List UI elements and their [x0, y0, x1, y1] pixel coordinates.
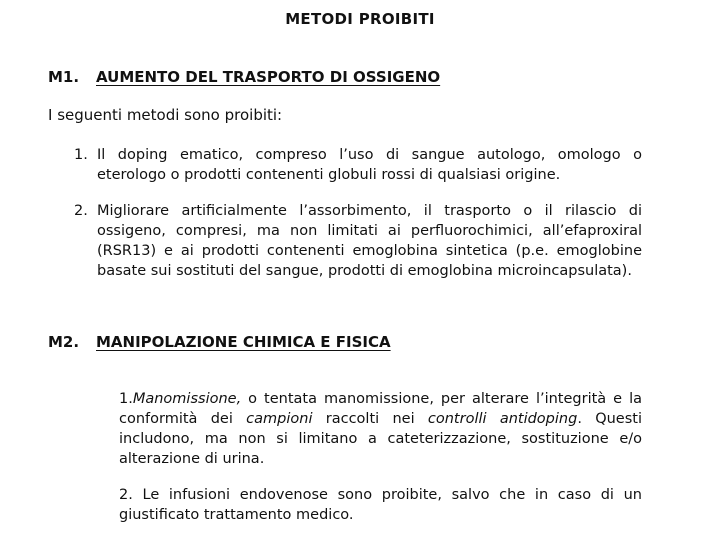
m2-item-1-campioni: campioni [246, 411, 313, 427]
list-item [74, 145, 642, 185]
m2-item-1 [119, 389, 642, 469]
section-m1-heading: AUMENTO DEL TRASPORTO DI OSSIGENO [96, 68, 441, 86]
page-title: METODI PROIBITI [285, 10, 435, 28]
m2-item-2: 2. Le infusioni endovenose sono proibite, salvo che in caso di un giustificato trattamento medico. [119, 487, 642, 523]
m2-item-1-term: Manomissione, [132, 391, 242, 407]
m2-item-1-number: 1. [119, 391, 133, 407]
m2-item-1-text-c: . Questi includono, ma non si limitano a cateterizzazione, sostituzione e/o alterazione di urina. [119, 411, 642, 467]
section-m2-number: M2. [48, 333, 80, 351]
list-item-text: Il doping ematico, compreso l’uso di sangue autologo, omologo o eterologo o prodotti contenenti globuli rossi di qualsiasi origine. [97, 147, 642, 183]
m2-item-1-text-a: o tentata manomissione, per alterare l’integrità e la conformità dei [119, 391, 642, 427]
m2-item-1-controlli: controlli antidoping [427, 411, 578, 427]
section-m2-heading: MANIPOLAZIONE CHIMICA E FISICA [96, 333, 391, 351]
section-m1-number: M1. [48, 68, 80, 86]
m2-item-1-text-b: raccolti nei [312, 411, 428, 427]
list-item [74, 201, 642, 281]
list-item-text: Migliorare artificialmente l’assorbimento, il trasporto o il rilascio di ossigeno, compresi, ma non limitati ai perfluorochimici, all’efaproxiral (RSR13) e ai prodotti contenenti emoglobina sintetica (p.e. emoglobine basate sui sostituti del sangue, prodotti di emoglobina microincapsulata). [97, 203, 642, 279]
list-item-number: 1. [74, 147, 88, 163]
section-m1-intro: I seguenti metodi sono proibiti: [48, 106, 283, 124]
list-item-number: 2. [74, 203, 88, 219]
